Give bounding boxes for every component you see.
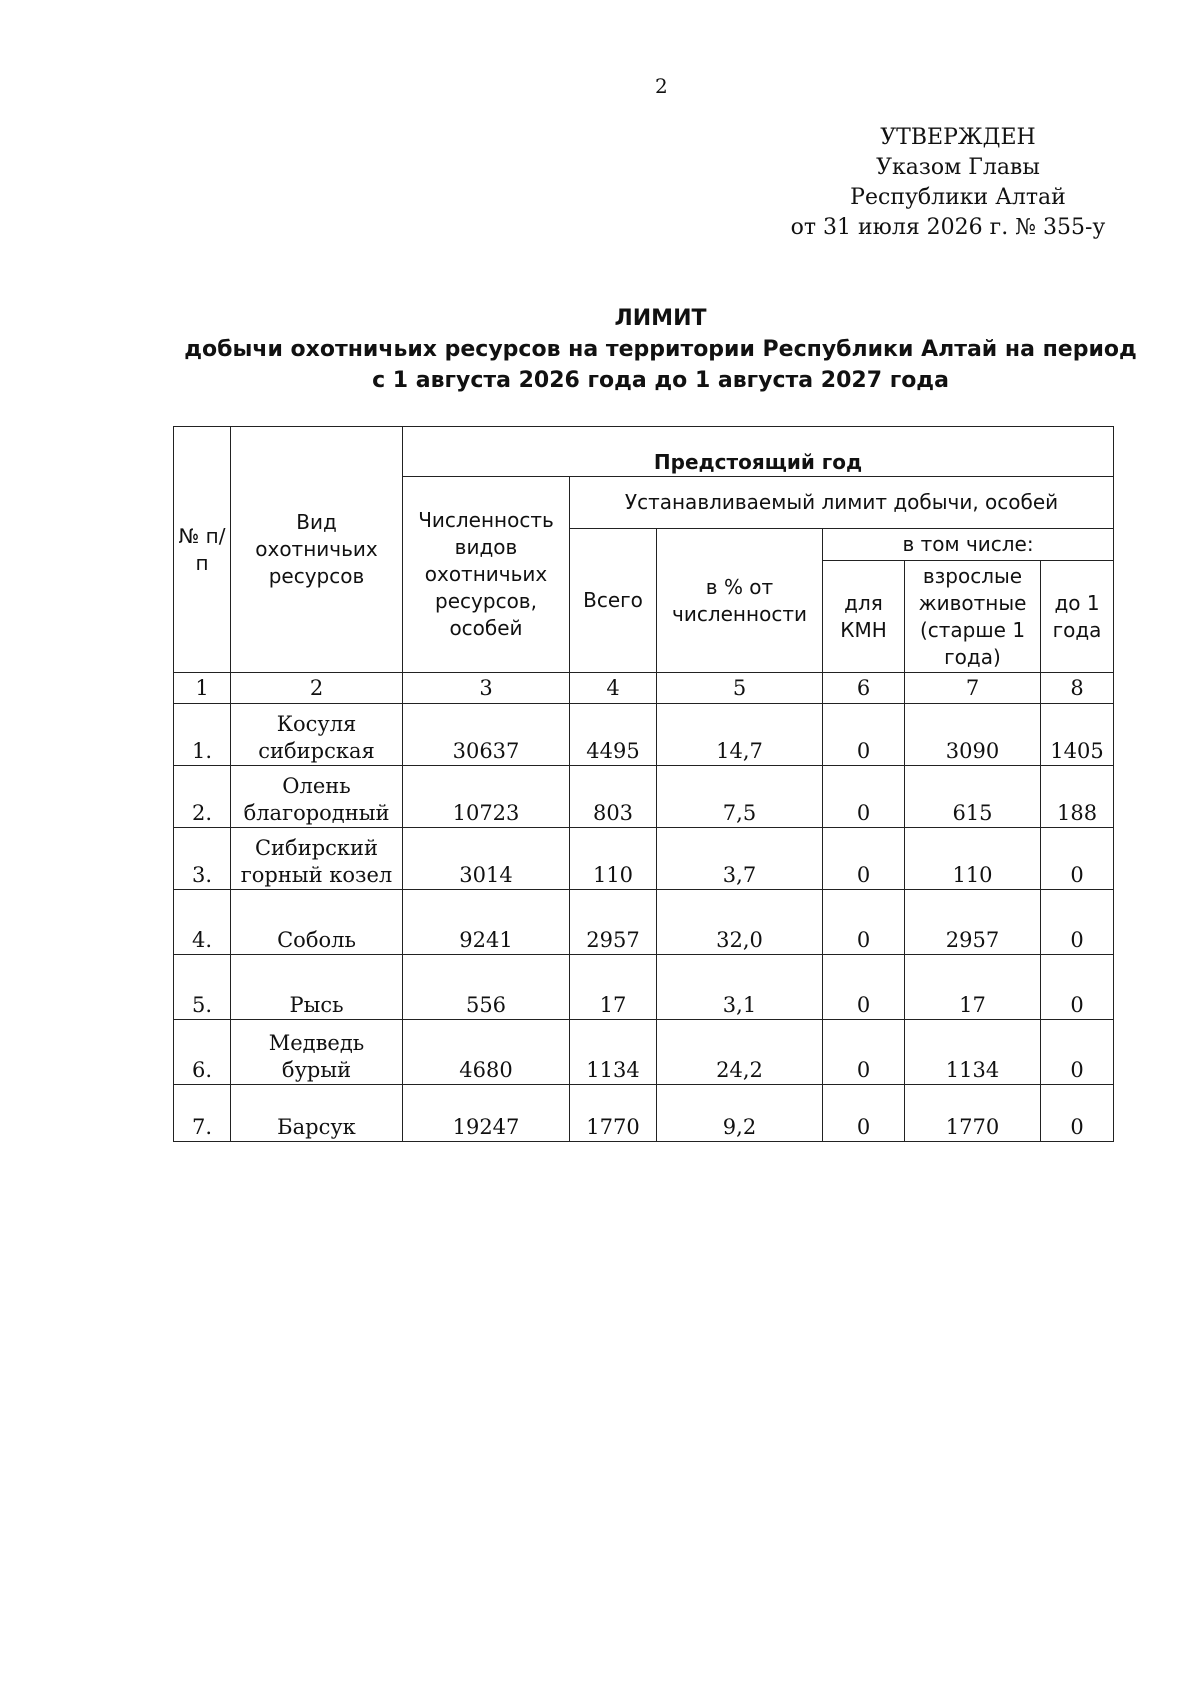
kmn-limit: 0: [823, 766, 905, 828]
species-name: Сибирский горный козел: [231, 828, 403, 890]
approval-line-2: Указом Главы: [876, 155, 1040, 180]
header-population: Численность видов охотничьих ресурсов, особей: [403, 477, 570, 673]
total-limit: 803: [570, 766, 657, 828]
kmn-limit: 0: [823, 1085, 905, 1142]
column-number: 3: [403, 673, 570, 704]
adults-limit: 1770: [905, 1085, 1041, 1142]
under1-limit: 188: [1041, 766, 1114, 828]
header-percent: в % от численности: [657, 529, 823, 673]
row-number: 5.: [174, 955, 231, 1020]
population-value: 10723: [403, 766, 570, 828]
row-number: 1.: [174, 704, 231, 766]
adults-limit: 615: [905, 766, 1041, 828]
column-number: 2: [231, 673, 403, 704]
adults-limit: 110: [905, 828, 1041, 890]
total-limit: 4495: [570, 704, 657, 766]
header-kmn: для КМН: [823, 561, 905, 673]
header-species: Вид охотничьих ресурсов: [231, 427, 403, 673]
under1-limit: 1405: [1041, 704, 1114, 766]
document-title: [173, 303, 1148, 396]
table-row: [174, 1085, 1114, 1142]
column-number: 4: [570, 673, 657, 704]
column-number: 6: [823, 673, 905, 704]
column-number: 7: [905, 673, 1041, 704]
header-total: Всего: [570, 529, 657, 673]
total-limit: 1134: [570, 1020, 657, 1085]
kmn-limit: 0: [823, 1020, 905, 1085]
row-number: 4.: [174, 890, 231, 955]
approval-line-1: УТВЕРЖДЕН: [880, 125, 1036, 150]
limits-table: [173, 426, 1114, 1142]
percent-value: 3,1: [657, 955, 823, 1020]
population-value: 556: [403, 955, 570, 1020]
species-name: Соболь: [231, 890, 403, 955]
under1-limit: 0: [1041, 890, 1114, 955]
adults-limit: 2957: [905, 890, 1041, 955]
percent-value: 3,7: [657, 828, 823, 890]
title-heading: ЛИМИТ: [614, 306, 707, 331]
column-number: 1: [174, 673, 231, 704]
adults-limit: 1134: [905, 1020, 1041, 1085]
species-name: Медведь бурый: [231, 1020, 403, 1085]
row-number: 2.: [174, 766, 231, 828]
total-limit: 2957: [570, 890, 657, 955]
adults-limit: 3090: [905, 704, 1041, 766]
row-number: 6.: [174, 1020, 231, 1085]
column-number-row: [174, 673, 1114, 704]
table-row: [174, 955, 1114, 1020]
species-name: Барсук: [231, 1085, 403, 1142]
percent-value: 32,0: [657, 890, 823, 955]
kmn-limit: 0: [823, 828, 905, 890]
percent-value: 7,5: [657, 766, 823, 828]
population-value: 19247: [403, 1085, 570, 1142]
adults-limit: 17: [905, 955, 1041, 1020]
row-number: 3.: [174, 828, 231, 890]
table-row: [174, 1020, 1114, 1085]
under1-limit: 0: [1041, 1020, 1114, 1085]
species-name: Олень благородный: [231, 766, 403, 828]
approval-stamp: [790, 123, 1118, 243]
header-num: № п/п: [174, 427, 231, 673]
approval-line-3: Республики Алтай: [850, 185, 1066, 210]
header-limit: Устанавливаемый лимит добычи, особей: [570, 477, 1114, 529]
table-row: [174, 704, 1114, 766]
page-number: 2: [655, 74, 668, 98]
kmn-limit: 0: [823, 890, 905, 955]
population-value: 30637: [403, 704, 570, 766]
table-row: [174, 766, 1114, 828]
kmn-limit: 0: [823, 955, 905, 1020]
under1-limit: 0: [1041, 1085, 1114, 1142]
population-value: 9241: [403, 890, 570, 955]
total-limit: 1770: [570, 1085, 657, 1142]
column-number: 5: [657, 673, 823, 704]
under1-limit: 0: [1041, 955, 1114, 1020]
header-under1: до 1 года: [1041, 561, 1114, 673]
species-name: Косуля сибирская: [231, 704, 403, 766]
total-limit: 110: [570, 828, 657, 890]
population-value: 4680: [403, 1020, 570, 1085]
population-value: 3014: [403, 828, 570, 890]
title-subtitle-2: с 1 августа 2026 года до 1 августа 2027 года: [372, 368, 949, 393]
row-number: 7.: [174, 1085, 231, 1142]
percent-value: 9,2: [657, 1085, 823, 1142]
approval-line-4: от 31 июля 2026 г. № 355-у: [790, 215, 1106, 240]
kmn-limit: 0: [823, 704, 905, 766]
percent-value: 14,7: [657, 704, 823, 766]
under1-limit: 0: [1041, 828, 1114, 890]
percent-value: 24,2: [657, 1020, 823, 1085]
total-limit: 17: [570, 955, 657, 1020]
header-adults: взрослые животные (старше 1 года): [905, 561, 1041, 673]
header-including: в том числе:: [823, 529, 1114, 561]
species-name: Рысь: [231, 955, 403, 1020]
header-coming-year: Предстоящий год: [403, 427, 1114, 477]
title-subtitle-1: добычи охотничьих ресурсов на территории Республики Алтай на период: [184, 337, 1137, 362]
column-number: 8: [1041, 673, 1114, 704]
table-row: [174, 828, 1114, 890]
table-row: [174, 890, 1114, 955]
